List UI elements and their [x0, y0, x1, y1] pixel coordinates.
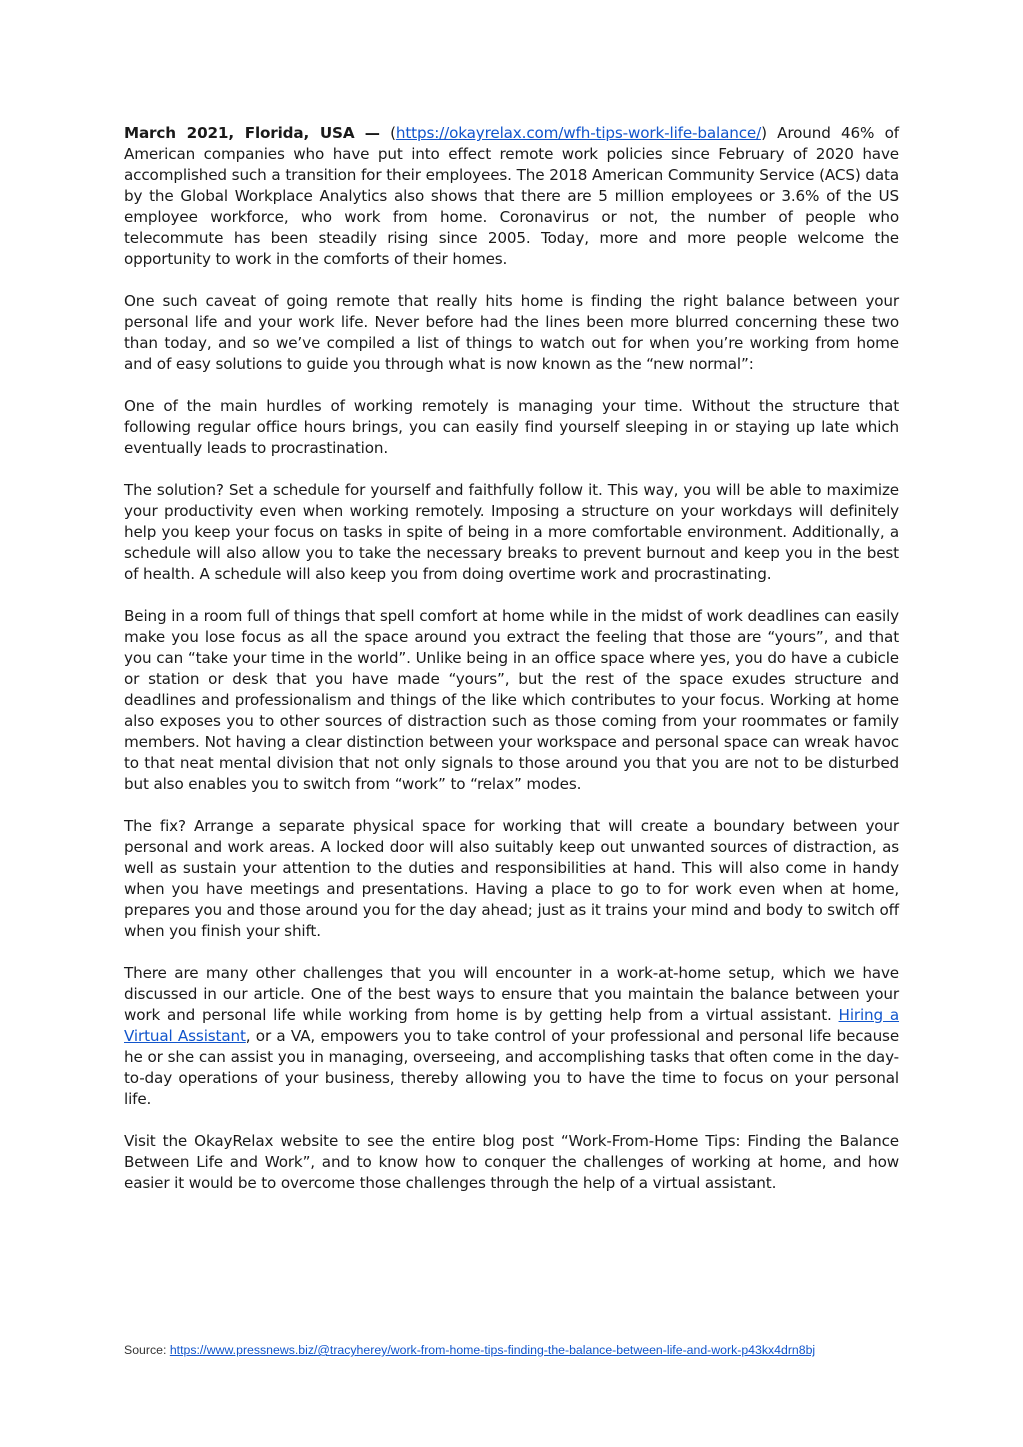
paragraph-visit-website: Visit the OkayRelax website to see the entire blog post “Work-From-Home Tips: Finding the Balance Between Life and Work”, and to know how to conquer the challenges of working at home, and how easier it would be to overcome those challenges through the help of a virtual assistant.	[124, 1132, 899, 1192]
source-label: Source:	[124, 1343, 167, 1357]
source-footer	[124, 1342, 904, 1358]
article-body	[124, 123, 899, 1194]
paragraph-intro-text: Around 46% of American companies who have put into effect remote work policies since February of 2020 have accomplished such a transition for their employees. The 2018 American Community Service (ACS) data by the Global Workplace Analytics also shows that there are 5 million employees or 3.6% of the US employee workforce, who work from home. Coronavirus or not, the number of people who telecommute has been steadily rising since 2005. Today, more and more people welcome the opportunity to work in the comforts of their homes.	[124, 124, 899, 268]
va-text-after: , or a VA, empowers you to take control of your professional and personal life because he or she can assist you in managing, overseeing, and accomplishing tasks that often come in the day-to-day operations of your business, thereby allowing you to have the time to focus on your personal life.	[124, 1027, 900, 1108]
link-close-paren: )	[761, 124, 767, 142]
dateline-dash: —	[364, 124, 380, 142]
dateline: March 2021, Florida, USA	[124, 124, 355, 142]
hiring-virtual-assistant-link[interactable]: Hiring a Virtual Assistant	[124, 1006, 900, 1045]
paragraph-schedule-solution: The solution? Set a schedule for yourself and faithfully follow it. This way, you will be able to maximize your productivity even when working remotely. Imposing a structure on your workdays will definitely help you keep your focus on tasks in spite of being in a more comfortable environment. Additionally, a schedule will also allow you to take the necessary breaks to prevent burnout and keep you in the best of health. A schedule will also keep you from doing overtime work and procrastinating.	[124, 481, 899, 583]
paragraph-caveat: One such caveat of going remote that really hits home is finding the right balance between your personal life and your work life. Never before had the lines been more blurred concerning these two than today, and so we’ve compiled a list of things to watch out for when you’re working from home and of easy solutions to guide you through what is now known as the “new normal”:	[124, 292, 899, 373]
paragraph-virtual-assistant	[124, 963, 899, 1110]
article-url-link[interactable]: https://okayrelax.com/wfh-tips-work-life-balance/	[395, 124, 762, 142]
va-text-before: There are many other challenges that you will encounter in a work-at-home setup, which we have discussed in our article. One of the best ways to ensure that you maintain the balance between your work and personal life while working from home is by getting help from a virtual assistant.	[124, 964, 899, 1024]
paragraph-workspace-distraction: Being in a room full of things that spell comfort at home while in the midst of work deadlines can easily make you lose focus as all the space around you extract the feeling that those are “yours”, and that you can “take your time in the world”. Unlike being in an office space where yes, you do have a cubicle or station or desk that you have made “yours”, but the rest of the space exudes structure and deadlines and professionalism and things of the like which contributes to your focus. Working at home also exposes you to other sources of distraction such as those coming from your roommates or family members. Not having a clear distinction between your workspace and personal space can wreak havoc to that neat mental division that not only signals to those around you that you are not to be disturbed but also enables you to switch from “work” to “relax” modes.	[124, 607, 899, 793]
link-open-paren: (	[390, 124, 396, 142]
paragraph-intro	[124, 123, 899, 270]
source-url-link[interactable]: https://www.pressnews.biz/@tracyherey/work-from-home-tips-finding-the-balance-between-life-and-work-p43kx4drn8bj	[169, 1343, 816, 1357]
paragraph-workspace-fix: The fix? Arrange a separate physical space for working that will create a boundary between your personal and work areas. A locked door will also suitably keep out unwanted sources of distraction, as well as sustain your attention to the duties and responsibilities at hand. This will also come in handy when you have meetings and presentations. Having a place to go to for work even when at home, prepares you and those around you for the day ahead; just as it trains your mind and body to switch off when you finish your shift.	[124, 817, 899, 940]
paragraph-time-management: One of the main hurdles of working remotely is managing your time. Without the structure that following regular office hours brings, you can easily find yourself sleeping in or staying up late which eventually leads to procrastination.	[124, 397, 899, 457]
